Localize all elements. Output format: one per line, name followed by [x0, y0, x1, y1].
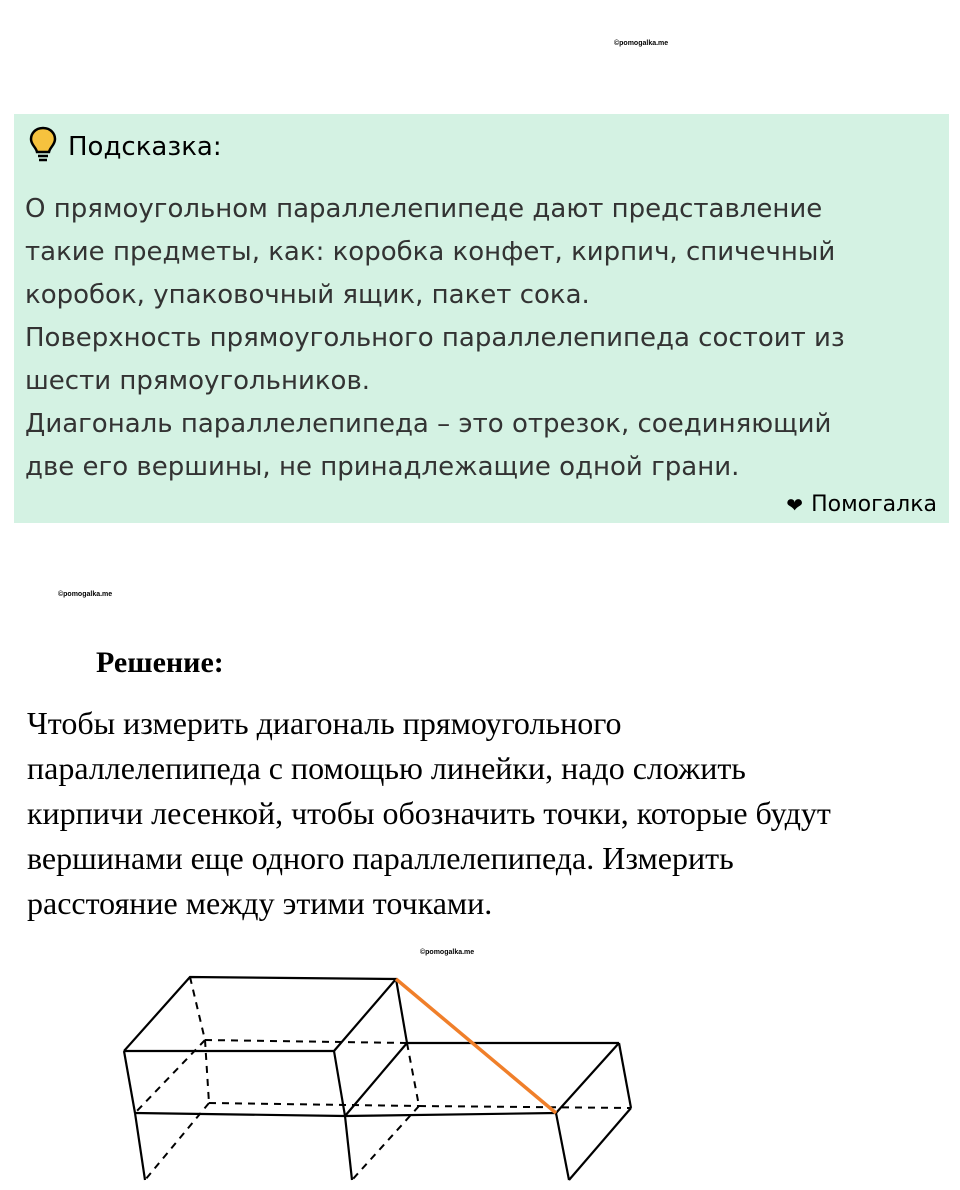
bricks-hidden-edges: [135, 977, 631, 1180]
brand-signature: [786, 492, 937, 517]
hint-title: Подсказка:: [68, 132, 222, 162]
hint-paragraph: Диагональ параллелепипеда – это отрезок, соединяющий две его вершины, не принадлежащие одной грани.: [25, 409, 832, 482]
bricks-solid-edges: [124, 977, 631, 1180]
diagonal-line: [396, 979, 556, 1113]
bricks-stair-diagram: [0, 960, 960, 1190]
hint-header: [28, 126, 222, 168]
watermark: ©pomogalka.me: [614, 40, 669, 47]
heart-icon: ❤: [786, 492, 804, 517]
watermark: ©pomogalka.me: [58, 591, 113, 598]
solution-title: Решение:: [96, 646, 224, 679]
watermark: ©pomogalka.me: [420, 949, 475, 956]
brand-name: Помогалка: [811, 492, 937, 517]
hint-box: [14, 114, 949, 523]
hint-paragraph: О прямоугольном параллелепипеде дают представление такие предметы, как: коробка конфет, кирпич, спичечный коробок, упаковочный ящик, пакет сока.: [25, 194, 836, 310]
lightbulb-icon: [28, 126, 58, 168]
hint-text: [25, 188, 935, 489]
solution-text: Чтобы измерить диагональ прямоугольного параллелепипеда с помощью линейки, надо сложить кирпичи лесенкой, чтобы обозначить точки, которые будут вершинами еще одного параллелепипеда. Измерить расстояние между этими точками.: [27, 705, 831, 921]
hint-paragraph: Поверхность прямоугольного параллелепипеда состоит из шести прямоугольников.: [25, 323, 845, 396]
